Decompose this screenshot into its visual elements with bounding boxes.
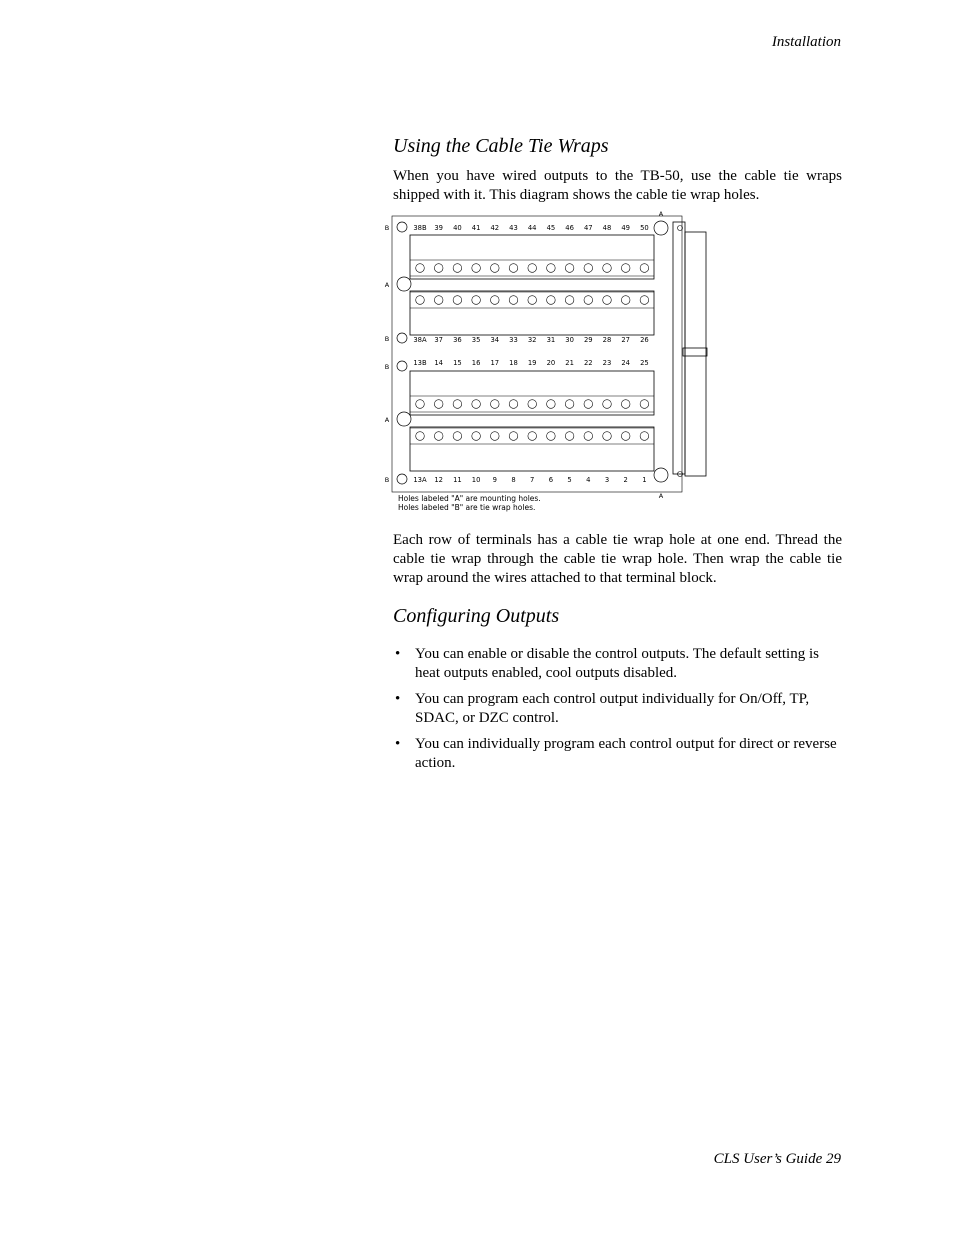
terminal-number: 45 [546,224,556,232]
terminal-number: 33 [509,336,518,344]
terminal-number: 30 [565,336,574,344]
hole-label-a: A [658,210,664,218]
bullet-symbol: • [395,736,401,752]
terminal-screw [565,296,574,305]
terminal-number: 25 [640,359,649,367]
terminal-screw [621,400,630,409]
terminal-screw [491,400,500,409]
bullet-symbol: • [395,691,401,707]
terminal-number: 8 [511,476,516,484]
threading-paragraph: Each row of terminals has a cable tie wrap hole at one end. Thread the cable tie wrap through the cable tie wrap hole. Then wrap the cable tie wrap around the wires attached to that terminal block. [393,532,842,586]
tb50-cable-tie-diagram [380,208,710,513]
terminal-number: 13B [413,359,427,367]
terminal-screw [509,264,518,273]
terminal-number: 19 [527,359,537,367]
terminal-screw [621,264,630,273]
terminal-number: 48 [602,224,612,232]
terminal-screw [491,432,500,441]
terminal-screw [565,432,574,441]
terminal-number: 31 [546,336,556,344]
terminal-number: 50 [640,224,649,232]
terminal-screw [584,264,593,273]
terminal-screw [416,432,425,441]
terminal-number: 22 [583,359,593,367]
terminal-number: 17 [490,359,500,367]
terminal-screw [547,296,556,305]
terminal-screw [472,264,481,273]
terminal-number: 37 [434,336,444,344]
terminal-screw [547,432,556,441]
terminal-number: 14 [434,359,444,367]
terminal-screw [584,432,593,441]
diagram-note-1: Holes labeled "A" are mounting holes. [398,494,541,503]
terminal-number: 21 [565,359,574,367]
terminal-number: 5 [567,476,572,484]
terminal-number: 41 [471,224,481,232]
terminal-number: 29 [583,336,593,344]
output-bullet-list [393,645,842,780]
section-title-cable-tie-wraps: Using the Cable Tie Wraps [393,135,609,157]
terminal-number: 11 [453,476,462,484]
terminal-screw [416,296,425,305]
terminal-number: 20 [546,359,556,367]
terminal-screw [509,432,518,441]
terminal-screw [472,400,481,409]
terminal-number: 44 [527,224,537,232]
terminal-screw [584,296,593,305]
terminal-screw [603,400,612,409]
hole-label-a: A [658,492,664,500]
terminal-number: 12 [434,476,444,484]
terminal-number: 18 [509,359,518,367]
terminal-number: 36 [453,336,462,344]
tie-wrap-hole-b [397,361,407,371]
terminal-number: 49 [621,224,631,232]
hole-label-b: B [384,335,390,343]
terminal-number: 46 [565,224,574,232]
terminal-number: 28 [602,336,612,344]
terminal-number: 1 [642,476,647,484]
terminal-number: 40 [453,224,462,232]
terminal-screw [528,400,537,409]
terminal-number: 6 [548,476,554,484]
page-footer: CLS User’s Guide 29 [713,1151,841,1167]
terminal-number: 23 [602,359,612,367]
section-title-configuring-outputs: Configuring Outputs [393,605,560,627]
terminal-screw [640,400,649,409]
terminal-number: 27 [621,336,631,344]
terminal-number: 9 [492,476,497,484]
terminal-number: 43 [509,224,518,232]
terminal-number: 38A [413,336,427,344]
tie-wrap-hole-b [397,333,407,343]
hole-label-b: B [384,363,390,371]
terminal-number: 7 [530,476,535,484]
terminal-number: 32 [527,336,537,344]
hole-label-a: A [384,281,390,289]
hole-label-b: B [384,476,390,484]
bullet-symbol: • [395,646,401,662]
terminal-screw [472,432,481,441]
terminal-screw [434,432,443,441]
terminal-screw [528,264,537,273]
diagram-note-2: Holes labeled "B" are tie wrap holes. [398,503,536,512]
connector-latch [683,348,707,356]
terminal-screw [621,432,630,441]
bullet-item: • You can individually program each control output for direct or reverse action. [395,736,837,771]
board-outline [392,216,682,492]
terminal-block [410,291,654,335]
terminal-number: 13A [413,476,427,484]
terminal-screw [621,296,630,305]
terminal-screw [453,264,462,273]
bullet-item: • You can program each control output individually for On/Off, TP, SDAC, or DZC control. [395,691,810,726]
terminal-screw [434,400,443,409]
terminal-screw [509,400,518,409]
intro-paragraph: When you have wired outputs to the TB-50, use the cable tie wraps shipped with it. This diagram shows the cable tie wrap holes. [393,168,842,203]
terminal-screw [509,296,518,305]
terminal-screw [453,296,462,305]
terminal-screw [416,400,425,409]
terminal-screw [603,432,612,441]
terminal-screw [547,400,556,409]
terminal-number: 38B [413,224,427,232]
terminal-screw [565,264,574,273]
terminal-screw [434,296,443,305]
tie-wrap-hole-b [397,222,407,232]
terminal-number: 16 [471,359,481,367]
hole-label-a: A [384,416,390,424]
terminal-number: 42 [490,224,500,232]
terminal-screw [640,296,649,305]
terminal-number: 15 [453,359,462,367]
terminal-number: 24 [621,359,631,367]
terminal-number: 34 [490,336,500,344]
terminal-screw [491,296,500,305]
terminal-screw [416,264,425,273]
terminal-screw [565,400,574,409]
terminal-number: 2 [623,476,628,484]
terminal-screw [603,264,612,273]
running-header: Installation [771,34,841,50]
terminal-number: 10 [471,476,481,484]
terminal-screw [491,264,500,273]
terminal-screw [453,400,462,409]
terminal-block [410,427,654,471]
connector-housing [685,232,706,476]
terminal-number: 4 [586,476,591,484]
hole-label-b: B [384,224,390,232]
terminal-screw [472,296,481,305]
terminal-number: 35 [471,336,481,344]
terminal-screw [528,296,537,305]
terminal-number: 47 [583,224,593,232]
terminal-number: 26 [640,336,649,344]
terminal-screw [528,432,537,441]
mounting-hole-a [397,412,411,426]
terminal-screw [640,432,649,441]
terminal-screw [547,264,556,273]
terminal-screw [640,264,649,273]
terminal-screw [603,296,612,305]
terminal-number: 39 [434,224,444,232]
terminal-screw [434,264,443,273]
tie-wrap-hole-b [397,474,407,484]
mounting-hole-a [397,277,411,291]
mounting-hole-a [654,221,668,235]
terminal-screw [453,432,462,441]
terminal-number: 3 [604,476,610,484]
mounting-hole-a [654,468,668,482]
bullet-item: • You can enable or disable the control outputs. The default setting is heat outputs enabled, cool outputs disabled. [395,646,819,681]
terminal-screw [584,400,593,409]
